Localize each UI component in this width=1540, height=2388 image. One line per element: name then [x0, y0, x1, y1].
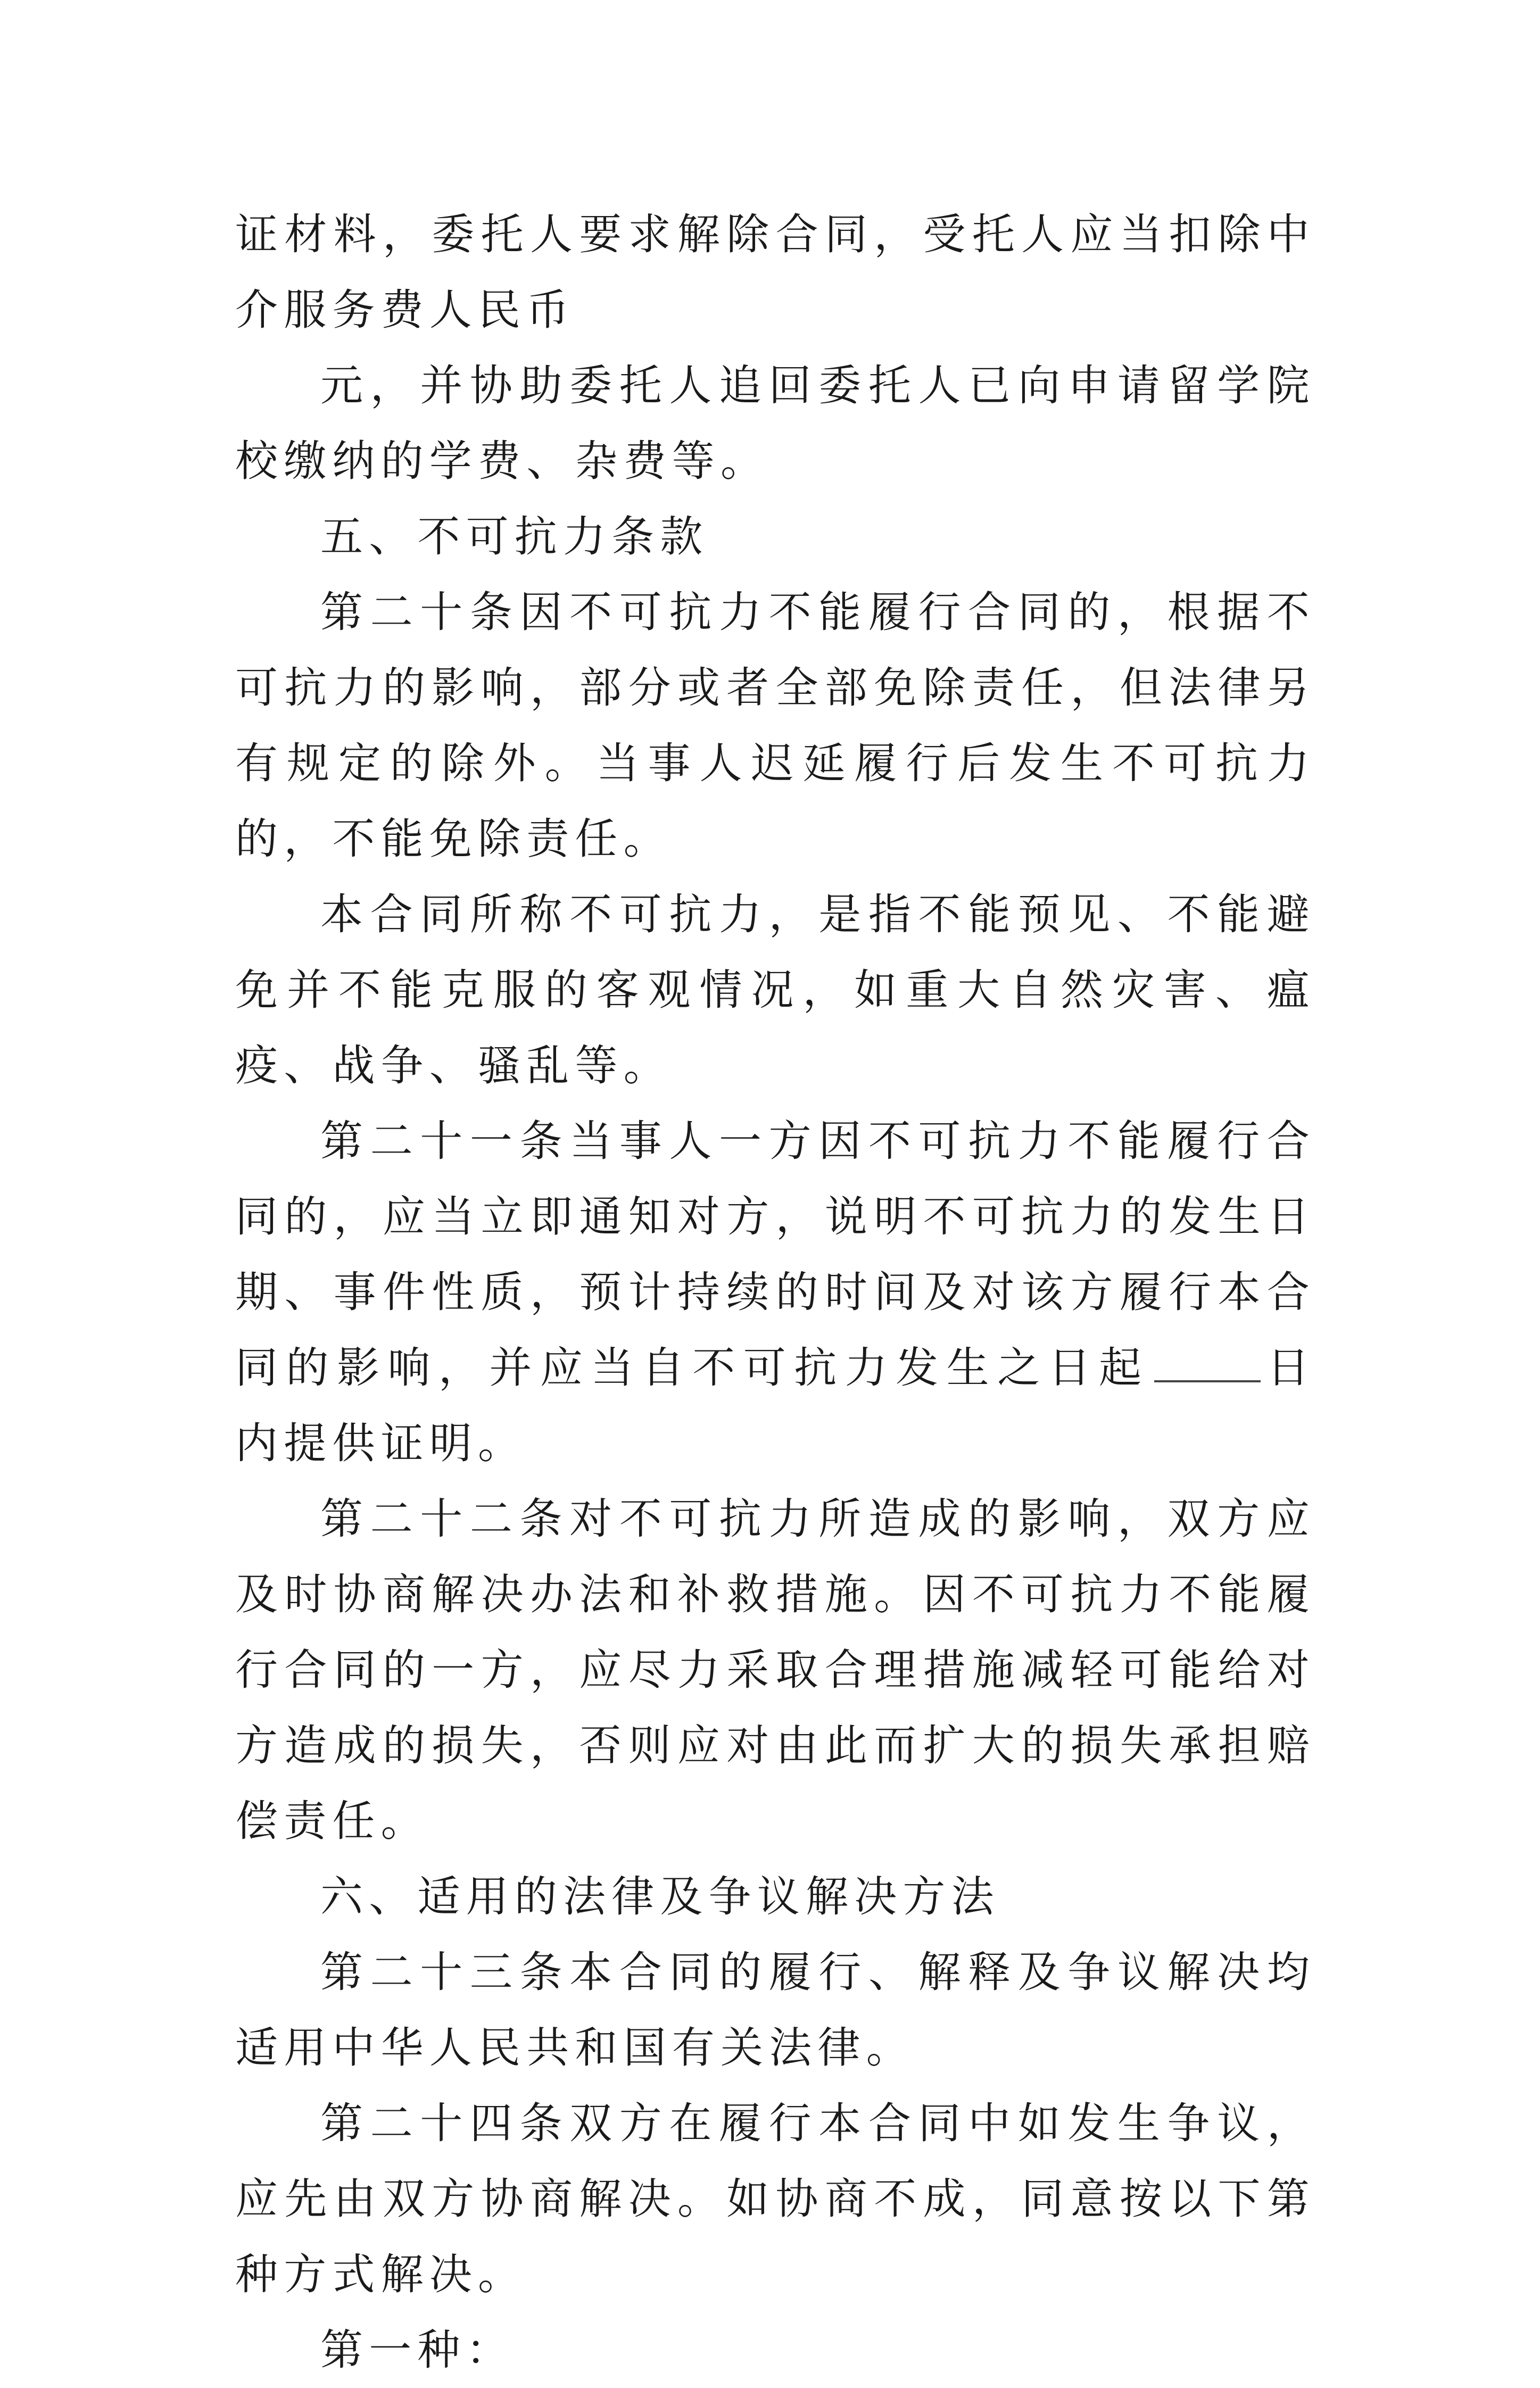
paragraph-refund: 元，并协助委托人追回委托人已向申请留学院校缴纳的学费、杂费等。 [235, 361, 1315, 486]
article-21-text-before: 第二十一条当事人一方因不可抗力不能履行合同的，应当立即通知对方，说明不可抗力的发生日期、事件性质，预计持续的时间及对该方履行本合同的影响，并应当自不可抗力发生之日起 [235, 1116, 1315, 1392]
force-majeure-definition: 本合同所称不可抗力，是指不能预见、不能避免并不能克服的客观情况，如重大自然灾害、瘟疫、战争、骚乱等。 [235, 890, 1315, 1090]
option-one: 第一种： [320, 2325, 515, 2375]
article-21-text-after: 日内提供证明。 [235, 1343, 1315, 1468]
document-body [235, 197, 1315, 2388]
paragraph-continuation: 证材料，委托人要求解除合同，受托人应当扣除中介服务费人民币 [235, 210, 1315, 335]
section-heading-force-majeure: 五、不可抗力条款 [320, 512, 709, 561]
article-21 [235, 1104, 1315, 1481]
article-24: 第二十四条双方在履行本合同中如发生争议，应先由双方协商解决。如协商不成，同意按以下第 种方式解决。 [235, 2099, 1315, 2299]
article-20: 第二十条因不可抗力不能履行合同的，根据不可抗力的影响，部分或者全部免除责任，但法律另有规定的除外。当事人迟延履行后发生不可抗力的，不能免除责任。 [235, 587, 1315, 864]
article-23: 第二十三条本合同的履行、解释及争议解决均适用中华人民共和国有关法律。 [235, 1947, 1315, 2072]
section-heading-applicable-law: 六、适用的法律及争议解决方法 [320, 1872, 1000, 1921]
article-22: 第二十二条对不可抗力所造成的影响，双方应及时协商解决办法和补救措施。因不可抗力不能履行合同的一方，应尽力采取合理措施减轻可能给对方造成的损失，否则应对由此而扩大的损失承担赔偿责任。 [235, 1494, 1315, 1846]
days-blank-field [1154, 1343, 1261, 1382]
